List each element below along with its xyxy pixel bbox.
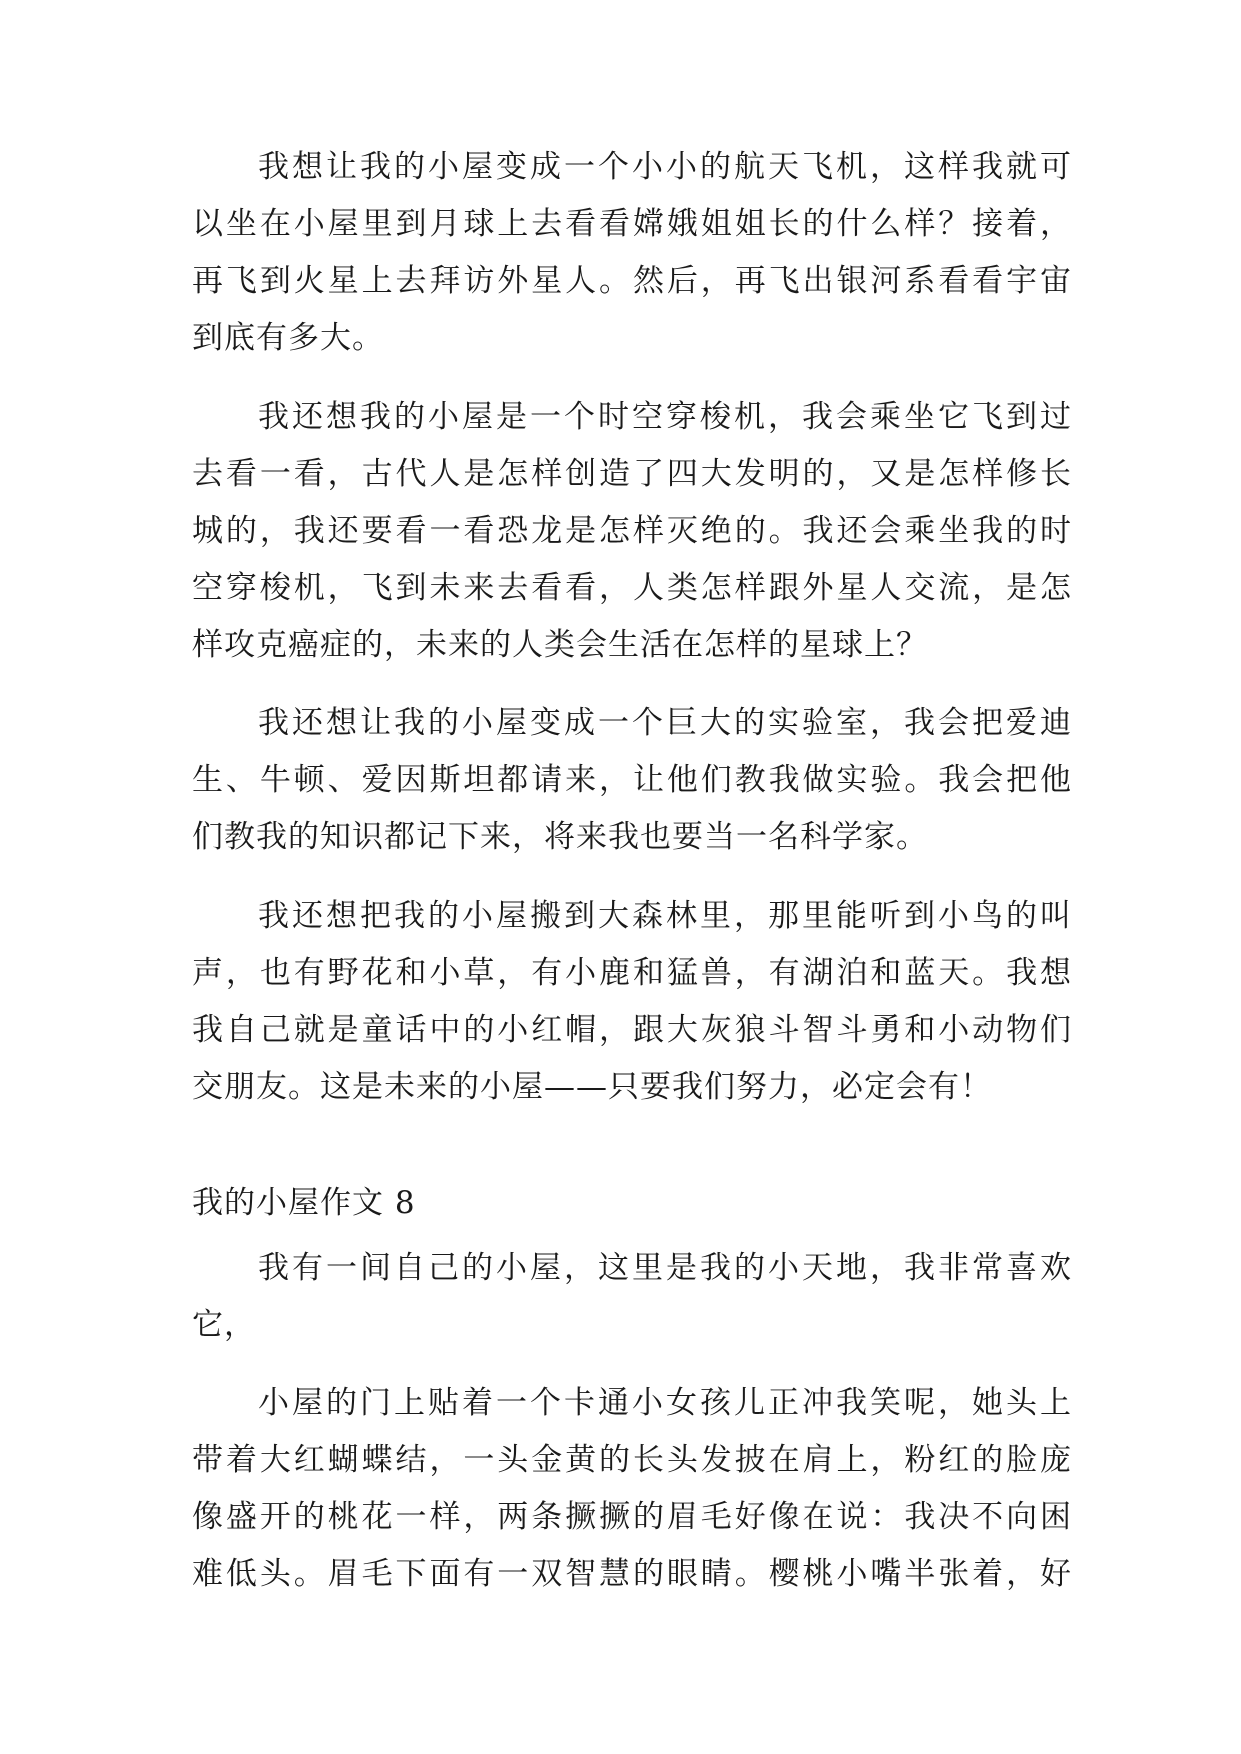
text-line: 们教我的知识都记下来，将来我也要当一名科学家。 xyxy=(192,819,928,855)
text-line: 我想让我的小屋变成一个小小的航天飞机，这样我就可 xyxy=(258,149,1072,185)
text-line: 交朋友。这是未来的小屋——只要我们努力，必定会有！ xyxy=(192,1069,992,1105)
text-line: 小屋的门上贴着一个卡通小女孩儿正冲我笑呢，她头上 xyxy=(258,1385,1072,1421)
text-line: 我还想让我的小屋变成一个巨大的实验室，我会把爱迪 xyxy=(258,705,1072,741)
text-line: 它， xyxy=(192,1307,256,1343)
text-line: 以坐在小屋里到月球上去看看嫦娥姐姐长的什么样？接着， xyxy=(192,206,1072,242)
text-line: 声，也有野花和小草，有小鹿和猛兽，有湖泊和蓝天。我想 xyxy=(192,955,1072,991)
section-title: 我的小屋作文 8 xyxy=(192,1185,416,1221)
text-line: 生、牛顿、爱因斯坦都请来，让他们教我做实验。我会把他 xyxy=(192,762,1072,798)
text-line: 再飞到火星上去拜访外星人。然后，再飞出银河系看看宇宙 xyxy=(192,263,1072,299)
text-line: 我自己就是童话中的小红帽，跟大灰狼斗智斗勇和小动物们 xyxy=(192,1012,1072,1048)
text-line: 我还想把我的小屋搬到大森林里，那里能听到小鸟的叫 xyxy=(258,898,1072,934)
text-line: 城的，我还要看一看恐龙是怎样灭绝的。我还会乘坐我的时 xyxy=(192,513,1072,549)
text-line: 样攻克癌症的，未来的人类会生活在怎样的星球上？ xyxy=(192,627,928,663)
text-line: 我还想我的小屋是一个时空穿梭机，我会乘坐它飞到过 xyxy=(258,399,1072,435)
text-line: 空穿梭机，飞到未来去看看，人类怎样跟外星人交流，是怎 xyxy=(192,570,1072,606)
text-line: 去看一看，古代人是怎样创造了四大发明的，又是怎样修长 xyxy=(192,456,1072,492)
text-line: 难低头。眉毛下面有一双智慧的眼睛。樱桃小嘴半张着，好 xyxy=(192,1556,1072,1592)
text-line: 带着大红蝴蝶结，一头金黄的长头发披在肩上，粉红的脸庞 xyxy=(192,1442,1072,1478)
text-line: 我有一间自己的小屋，这里是我的小天地，我非常喜欢 xyxy=(258,1250,1072,1286)
text-line: 像盛开的桃花一样，两条撅撅的眉毛好像在说：我决不向困 xyxy=(192,1499,1072,1535)
text-line: 到底有多大。 xyxy=(192,320,384,356)
